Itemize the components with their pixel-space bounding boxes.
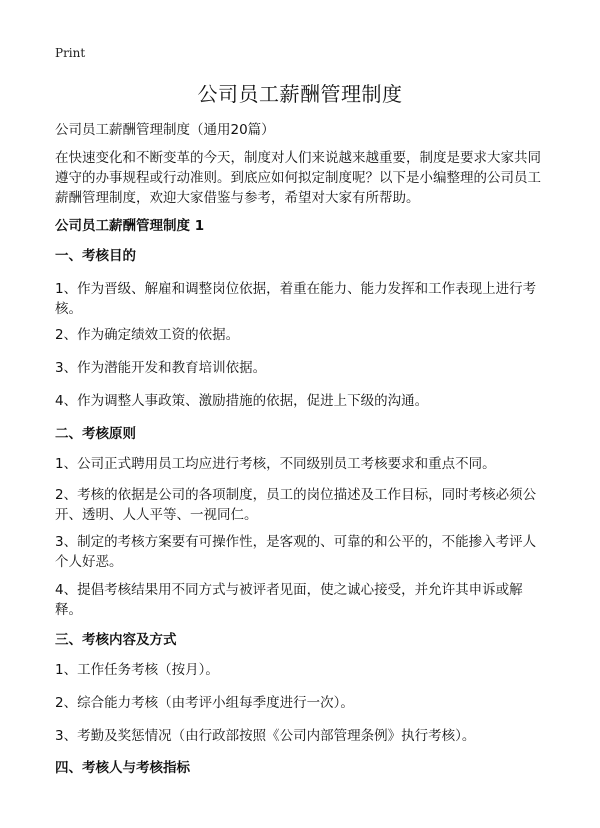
paragraph: 2、综合能力考核（由考评小组每季度进行一次）。 <box>55 695 354 711</box>
paragraph: 2、考核的依据是公司的各项制度，员工的岗位描述及工作目标，同时考核必须公开、透明、人人平等、一视同仁。 <box>55 487 537 523</box>
section-heading: 一、考核目的 <box>55 248 136 264</box>
paragraph: 3、考勤及奖惩情况（由行政部按照《公司内部管理条例》执行考核）。 <box>55 728 476 744</box>
intro-paragraph: 在快速变化和不断变革的今天，制度对人们来说越来越重要，制度是要求大家共同遵守的办事规程或行动准则。到底应如何拟定制度呢？以下是小编整理的公司员工薪酬管理制度，欢迎大家借鉴与参考，希望对大家有所帮助。 <box>55 150 541 206</box>
paragraph: 1、作为晋级、解雇和调整岗位依据，着重在能力、能力发挥和工作表现上进行考核。 <box>55 281 537 317</box>
document-subtitle: 公司员工薪酬管理制度（通用20篇） <box>55 122 275 138</box>
paragraph: 3、作为潜能开发和教育培训依据。 <box>55 360 267 376</box>
paragraph: 2、作为确定绩效工资的依据。 <box>55 327 240 343</box>
section-heading: 二、考核原则 <box>55 426 136 442</box>
paragraph: 3、制定的考核方案要有可操作性，是客观的、可靠的和公平的，不能掺入考评人个人好恶。 <box>55 534 537 570</box>
paragraph: 4、提倡考核结果用不同方式与被评者见面，使之诚心接受，并允许其申诉或解释。 <box>55 582 523 618</box>
section-title: 公司员工薪酬管理制度 1 <box>55 218 205 234</box>
section-heading: 三、考核内容及方式 <box>55 632 177 648</box>
page-title: 公司员工薪酬管理制度 <box>197 82 403 106</box>
paragraph: 1、工作任务考核（按月）。 <box>55 662 219 678</box>
section-heading: 四、考核人与考核指标 <box>55 760 190 776</box>
print-link[interactable]: Print <box>55 46 86 60</box>
paragraph: 1、公司正式聘用员工均应进行考核，不同级别员工考核要求和重点不同。 <box>55 456 496 472</box>
paragraph: 4、作为调整人事政策、激励措施的依据，促进上下级的沟通。 <box>55 393 429 409</box>
